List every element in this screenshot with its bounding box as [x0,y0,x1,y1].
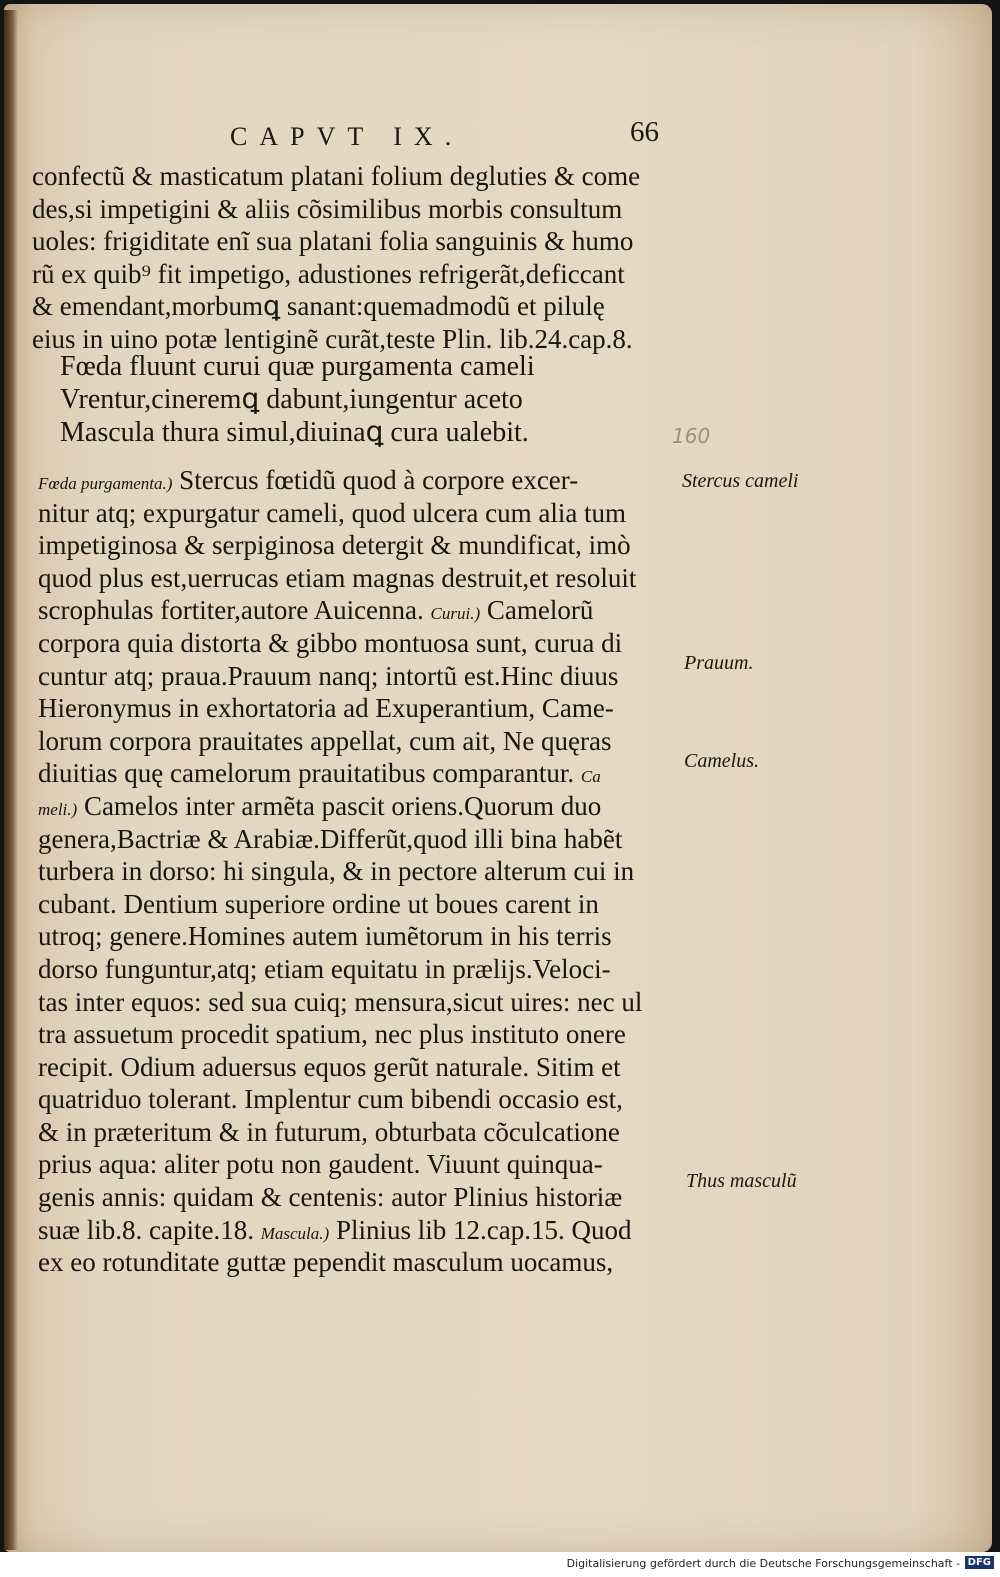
margin-note: Stercus cameli [682,470,799,492]
pencil-annotation: 160 [672,424,711,448]
text-line: lorum corpora prauitates appellat, cum ait, Ne quęras [38,725,612,756]
verse-line: Mascula thura simul,diuinaꝗ cura ualebit. [60,417,529,448]
text-line: prius aqua: aliter potu non gaudent. Viuunt quinqua- [38,1149,603,1180]
text-line: recipit. Odium aduersus equos gerũt naturale. Sitim et [38,1051,621,1082]
text-line: ex eo rotunditate guttæ pependit masculum uocamus, [38,1247,614,1278]
opening-paragraph [32,160,640,355]
text-line: cuntur atq; praua.Prauum nanq; intortũ est.Hinc diuus [38,660,619,691]
text-run: suæ lib.8. capite.18. [38,1214,261,1245]
verse-line: Vrentur,cineremꝗ dabunt,iungentur aceto [60,384,523,415]
text-line: uoles: frigiditate enĩ sua platani folia sanguinis & humo [32,226,634,256]
text-line: dorso funguntur,atq; etiam equitatu in prælijs.Veloci- [38,953,611,984]
dfg-logo: DFG [965,1556,994,1569]
text-line: eius in uino potæ lentiginẽ curãt,teste Plin. lib.24.cap.8. [32,323,633,354]
text-line [38,464,642,497]
funding-credit: Digitalisierung gefördert durch die Deutsche Forschungsgemeinschaft - [566,1557,960,1570]
text-line: tas inter equos: sed sua cuiq; mensura,sicut uires: nec ul [38,986,643,1017]
text-line: des,si impetigini & aliis cõsimilibus morbis consultum [32,193,623,224]
text-line: genis annis: quidam & centenis: autor Plinius historiæ [38,1182,623,1213]
text-line [38,594,642,627]
margin-note: Thus masculũ [686,1170,797,1192]
footer-bar [0,1552,1000,1577]
text-line: impetiginosa & serpiginosa detergit & mundificat, imò [38,530,631,561]
text-line: confectũ & masticatum platani folium degluties & come [32,161,641,191]
running-head: CAPVT IX. [230,122,464,151]
margin-note: Camelus. [684,750,759,772]
text-line: utroq; genere.Homines autem iumẽtorum in his terris [38,921,612,952]
verse-line: Fœda fluunt curui quæ purgamenta cameli [60,351,535,382]
text-line: & in præteritum & in futurum, obturbata cõculcatione [38,1116,620,1147]
text-line [38,1214,642,1247]
text-run: Plinius lib 12.cap.15. Quod [329,1214,632,1245]
text-line: quod plus est,uerrucas etiam magnas destruit,et resoluit [38,562,637,593]
text-run: Camelos inter armẽta pascit oriens.Quorum duo [77,790,602,821]
text-line [38,757,642,790]
lemma: Curui.) [430,604,481,624]
text-line: turbera in dorso: hi singula, & in pectore alterum cui in [38,856,635,887]
page-number: 66 [630,116,659,148]
text-run: Camelorũ [480,595,594,626]
text-line: cubant. Dentium superiore ordine ut boues carent in [38,888,599,919]
text-line: rũ ex quib⁹ fit impetigo, adustiones refrigerãt,deficcant [32,258,625,289]
text-line: nitur atq; expurgatur cameli, quod ulcera cum alia tum [38,497,627,528]
text-line [38,790,642,823]
text-run: Stercus fœtidũ quod à corpore excer- [172,465,579,495]
text-run: diuitias quę camelorum prauitatibus comparantur. [38,758,581,789]
lemma: Mascula.) [260,1223,330,1243]
lemma: meli.) [38,799,78,819]
text-run: scrophulas fortiter,autore Auicenna. [38,595,431,626]
commentary-block [38,464,642,1279]
text-line: tra assuetum procedit spatium, nec plus instituto onere [38,1019,626,1050]
binding-edge [4,10,18,1550]
lemma: Fœda purgamenta.) [38,474,173,493]
lemma: Ca [580,767,601,787]
margin-note: Prauum. [684,652,754,674]
text-line: & emendant,morbumꝗ sanant:quemadmodũ et pilulę [32,291,605,321]
text-line: genera,Bactriæ & Arabiæ.Differũt,quod illi bina habẽt [38,823,623,854]
text-line: Hieronymus in exhortatoria ad Exuperantium, Came- [38,693,614,724]
text-line: quatriduo tolerant. Implentur cum bibendi occasio est, [38,1084,623,1115]
verse-block [60,350,535,449]
text-line: corpora quia distorta & gibbo montuosa sunt, curua di [38,627,623,658]
